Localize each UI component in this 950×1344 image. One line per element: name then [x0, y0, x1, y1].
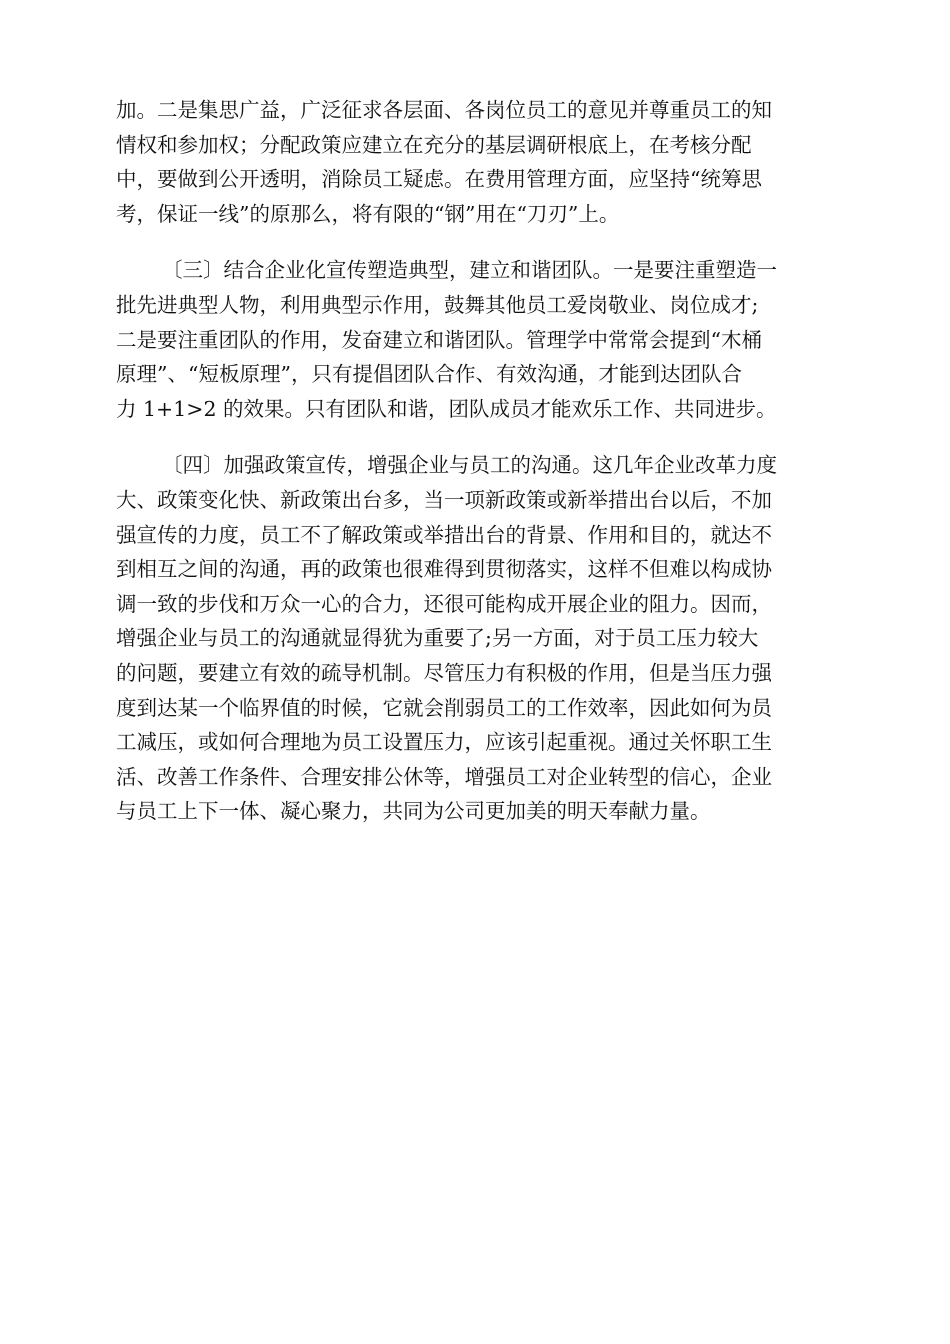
text-line: 到相互之间的沟通，再的政策也很难得到贯彻落实，这样不但难以构成协: [116, 557, 772, 582]
text-line: 调一致的步伐和万众一心的合力，还很可能构成开展企业的阻力。因而，: [116, 591, 772, 616]
paragraph-3: [116, 448, 836, 829]
text-line: 中，要做到公开透明，消除员工疑虑。在费用管理方面，应坚持“统筹思: [116, 167, 762, 192]
text-line: 活、改善工作条件、合理安排公休等，增强员工对企业转型的信心，企业: [116, 764, 772, 789]
text-line: 加。二是集思广益，广泛征求各层面、各岗位员工的意见并尊重员工的知: [116, 98, 772, 122]
text-line: 二是要注重团队的作用，发奋建立和谐团队。管理学中常常会提到“木桶: [116, 327, 762, 352]
text-line: 与员工上下一体、凝心聚力，共同为公司更加美的明天奉献力量。: [116, 799, 711, 824]
text-line: 工减压，或如何合理地为员工设置压力，应该引起重视。通过关怀职工生: [116, 730, 772, 755]
text-line: 〔三〕结合企业化宣传塑造典型，建立和谐团队。一是要注重塑造一: [162, 258, 777, 283]
text-line: 情权和参加权；分配政策应建立在充分的基层调研根底上，在考核分配: [116, 132, 752, 157]
paragraph-spacer: [116, 426, 836, 448]
text-line: 原理”、“短板原理”，只有提倡团队合作、有效沟通，才能到达团队合: [116, 362, 742, 387]
text-line: 力 1+1>2 的效果。只有团队和谐，团队成员才能欢乐工作、共同进步。: [116, 396, 777, 421]
text-line: 批先进典型人物，利用典型示作用，鼓舞其他员工爱岗敬业、岗位成才;: [116, 292, 759, 317]
paragraph-1: [116, 93, 836, 231]
text-line: 增强企业与员工的沟通就显得犹为重要了;另一方面，对于员工压力较大: [116, 626, 759, 651]
text-line: 度到达某一个临界值的时候，它就会削弱员工的工作效率，因此如何为员: [116, 695, 772, 720]
document-body: [116, 93, 836, 829]
paragraph-spacer: [116, 231, 836, 253]
text-line: 强宣传的力度，员工不了解政策或举措出台的背景、作用和目的，就达不: [116, 522, 772, 547]
text-line: 考，保证一线”的原那么，将有限的“钢”用在“刀刃”上。: [116, 201, 620, 226]
text-line: 〔四〕加强政策宣传，增强企业与员工的沟通。这几年企业改革力度: [162, 453, 777, 478]
text-line: 的问题，要建立有效的疏导机制。尽管压力有积极的作用，但是当压力强: [116, 660, 772, 685]
paragraph-2: [116, 253, 836, 426]
text-line: 大、政策变化快、新政策出台多，当一项新政策或新举措出台以后，不加: [116, 487, 772, 512]
